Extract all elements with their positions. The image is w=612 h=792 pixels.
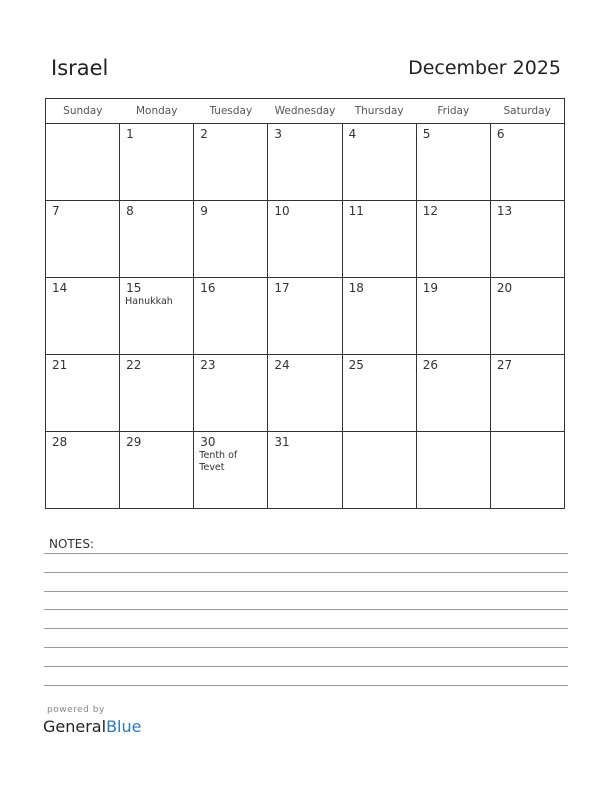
country-title: Israel — [51, 56, 109, 80]
calendar-day-cell[interactable] — [416, 201, 490, 278]
calendar-day-cell[interactable] — [268, 355, 342, 432]
day-number: 21 — [52, 358, 68, 372]
day-number: 26 — [422, 358, 438, 372]
notes-line — [44, 609, 568, 610]
calendar-week-row — [46, 124, 565, 201]
notes-label: NOTES: — [49, 537, 94, 551]
day-number: 23 — [200, 358, 216, 372]
calendar-day-cell[interactable] — [416, 432, 490, 509]
calendar-day-cell[interactable] — [120, 201, 194, 278]
calendar-week-row — [46, 278, 565, 355]
notes-line — [44, 572, 568, 573]
day-number: 31 — [274, 435, 290, 449]
day-number: 1 — [126, 127, 134, 141]
calendar-day-cell[interactable] — [490, 355, 564, 432]
calendar-day-cell[interactable] — [46, 355, 120, 432]
calendar-day-cell[interactable] — [490, 124, 564, 201]
day-number: 28 — [52, 435, 68, 449]
calendar-day-cell[interactable] — [268, 124, 342, 201]
brand-general: General — [43, 717, 107, 736]
day-number: 17 — [274, 281, 290, 295]
day-number: 5 — [422, 127, 431, 141]
brand-blue: Blue — [106, 717, 142, 736]
day-number: 29 — [126, 435, 142, 449]
calendar-day-cell[interactable] — [120, 124, 194, 201]
notes-line — [44, 647, 568, 648]
month-year-title: December 2025 — [408, 57, 561, 79]
calendar-day-cell[interactable] — [194, 201, 268, 278]
calendar-day-cell[interactable] — [490, 278, 564, 355]
holiday-label: Hanukkah — [125, 296, 173, 307]
holiday-label: Tenth of Tevet — [199, 450, 238, 473]
day-number: 4 — [348, 127, 357, 141]
day-number: 30 — [200, 435, 216, 449]
day-number: 18 — [348, 281, 364, 295]
day-number: 2 — [200, 127, 208, 141]
calendar-day-cell[interactable] — [342, 124, 416, 201]
day-number: 11 — [348, 204, 364, 218]
weekday-header: Sunday — [46, 99, 120, 124]
calendar-day-cell[interactable] — [416, 355, 490, 432]
weekday-header: Friday — [416, 99, 490, 124]
calendar-day-cell[interactable] — [342, 355, 416, 432]
day-number: 13 — [496, 204, 513, 218]
calendar-day-cell[interactable] — [120, 432, 194, 509]
day-number: 10 — [274, 204, 290, 218]
day-number: 22 — [126, 358, 142, 372]
weekday-header: Wednesday — [268, 99, 342, 124]
day-number: 3 — [274, 127, 283, 141]
weekday-header: Saturday — [490, 99, 564, 124]
notes-line — [44, 666, 568, 667]
calendar-day-cell[interactable] — [342, 278, 416, 355]
day-number: 12 — [422, 204, 438, 218]
calendar-day-cell[interactable] — [46, 278, 120, 355]
calendar-week-row — [46, 355, 565, 432]
day-number: 14 — [52, 281, 68, 295]
calendar-day-cell[interactable] — [194, 124, 268, 201]
day-number: 27 — [496, 358, 513, 372]
day-number: 15 — [126, 281, 142, 295]
day-number: 24 — [274, 358, 290, 372]
calendar-day-cell[interactable] — [490, 432, 564, 509]
day-number: 16 — [200, 281, 216, 295]
calendar-day-cell[interactable] — [342, 201, 416, 278]
day-number: 9 — [200, 204, 208, 218]
weekday-header: Monday — [120, 99, 194, 124]
calendar-day-cell[interactable] — [194, 278, 268, 355]
calendar-day-cell[interactable] — [194, 355, 268, 432]
calendar-day-cell[interactable] — [268, 432, 342, 509]
weekday-header: Thursday — [342, 99, 416, 124]
calendar-day-cell[interactable] — [490, 201, 564, 278]
calendar-week-row — [46, 432, 565, 509]
weekday-header: Tuesday — [194, 99, 268, 124]
calendar-day-cell[interactable] — [268, 201, 342, 278]
calendar-day-cell[interactable] — [342, 432, 416, 509]
day-number: 6 — [496, 127, 505, 141]
day-number: 19 — [422, 281, 438, 295]
brand-logo[interactable] — [43, 717, 141, 736]
notes-line — [44, 685, 568, 686]
calendar-day-cell[interactable] — [120, 355, 194, 432]
calendar-day-cell[interactable] — [46, 432, 120, 509]
day-number: 25 — [348, 358, 364, 372]
calendar-day-cell[interactable] — [194, 432, 268, 509]
weekday-header-row — [46, 99, 565, 124]
calendar-day-cell[interactable] — [416, 278, 490, 355]
calendar-day-cell[interactable] — [46, 201, 120, 278]
notes-line — [44, 553, 568, 554]
notes-line — [44, 591, 568, 592]
day-number: 20 — [496, 281, 513, 295]
powered-by-text: powered by — [47, 705, 105, 715]
calendar-day-cell[interactable] — [416, 124, 490, 201]
notes-line — [44, 628, 568, 629]
calendar-grid — [45, 98, 565, 509]
calendar-day-cell[interactable] — [120, 278, 194, 355]
calendar-week-row — [46, 201, 565, 278]
day-number: 8 — [126, 204, 134, 218]
calendar-day-cell[interactable] — [46, 124, 120, 201]
day-number: 7 — [52, 204, 60, 218]
calendar-day-cell[interactable] — [268, 278, 342, 355]
